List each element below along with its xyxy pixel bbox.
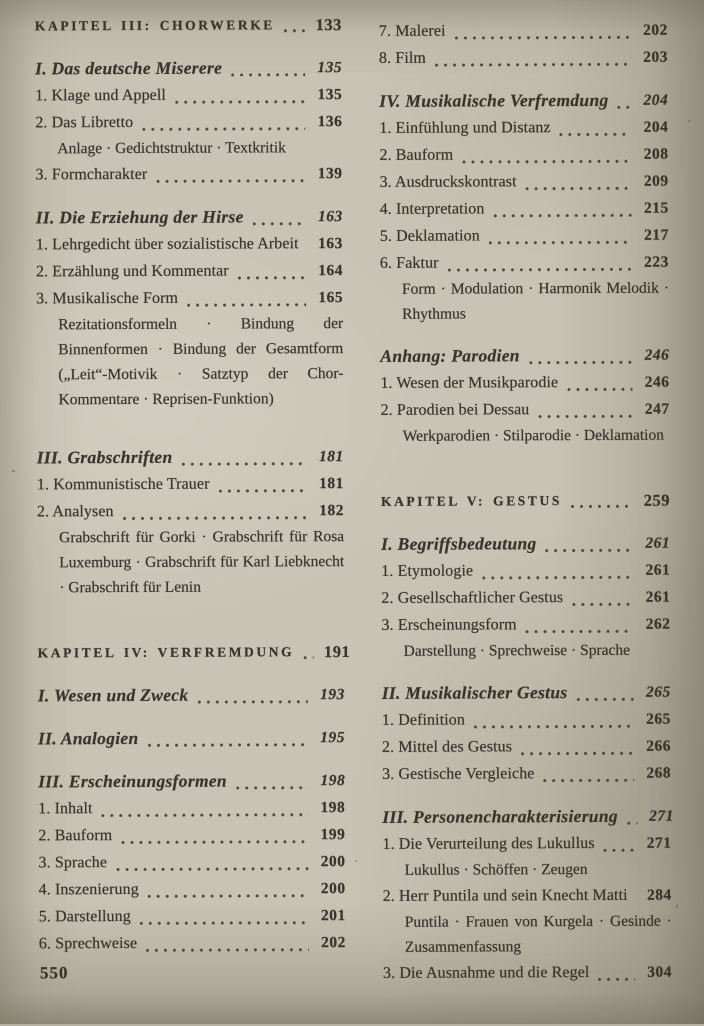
dot-leader [604,849,635,852]
toc-entry-label: 1. Definition [382,707,465,734]
toc-entry-label: 2. Erzählung und Kommentar [36,258,229,286]
toc-entry-label: I. Begriffsbedeutung [381,530,537,558]
dot-leader [521,752,634,755]
dot-leader [526,630,634,633]
dot-leader [482,576,633,580]
page-number: 550 [40,963,69,983]
toc-entry-label: KAPITEL IV: VERFREMDUNG [38,639,295,666]
dot-leader [142,127,305,131]
toc-item-row [380,249,669,277]
toc-entry-label: 3. Ausdruckskontrast [380,168,517,196]
dot-leader [140,921,309,925]
paper-speck [676,905,678,908]
dot-leader [187,303,306,307]
toc-entry-page-number: 203 [638,44,668,71]
toc-item-row [379,141,668,169]
dot-leader [489,241,632,245]
toc-entry-page-number: 209 [639,168,669,195]
toc-entry-label: 1. Wesen der Musikparodie [380,369,558,397]
dot-leader [148,894,309,898]
toc-item-row [381,557,670,585]
toc-item-row [382,830,671,858]
toc-entry-label: 2. Mittel des Gestus [382,733,512,761]
toc-entry-page-number: 223 [639,249,669,276]
dot-leader [253,222,306,225]
toc-entry-label: 2. Analysen [37,498,114,525]
toc-entry-page-number: 266 [641,733,671,760]
toc-item-row [35,160,342,188]
toc-entry-label: 6. Faktur [380,250,439,277]
toc-item-row [380,396,669,424]
toc-item-row [38,821,345,849]
dot-leader [544,779,635,782]
toc-entry-page-number: 261 [640,557,670,584]
toc-entry-page-number: 265 [641,679,671,706]
toc-entry-label: II. Analogien [38,725,139,752]
toc-entry-label: 1. Lehrgedicht über sozialistische Arbeit [36,230,299,258]
toc-entry-label: 2. Das Libretto [35,109,133,136]
toc-column-right [379,17,672,987]
toc-entry-page-number: 247 [639,396,669,423]
dot-leader [175,100,305,104]
dot-leader [123,516,307,520]
toc-entry-page-number: 181 [314,470,344,497]
toc-entry-label: II. Die Erziehung der Hirse [36,203,244,231]
toc-entry-label: III. Personencharakterisierung [382,803,618,831]
dot-leader [571,505,633,508]
toc-entry-page-number: 201 [316,902,346,929]
toc-sub-row: Grabschrift für Gorki · Grabschrift für Rosa Luxemburg · Grabschrift für Karl Liebknecht · Grabschrift für Lenin [37,524,344,600]
toc-section-row [35,54,342,82]
dot-leader [121,840,308,844]
dot-leader [284,29,305,32]
toc-entry-label: I. Das deutsche Miserere [35,55,222,83]
toc-entry-page-number: 136 [312,108,342,135]
toc-entry-page-number: 271 [644,803,674,830]
toc-entry-label: 1. Inhalt [38,795,92,822]
toc-entry-page-number: 265 [641,706,671,733]
toc-entry-page-number: 246 [639,369,669,396]
toc-entry-page-number: 217 [639,222,669,249]
toc-sub-row: Puntila · Frauen von Kurgela · Gesinde · Zusammenfassung [383,909,672,960]
toc-entry-label: 4. Interpretation [380,195,485,222]
toc-entry-page-number: 261 [640,584,670,611]
dot-leader [462,160,631,164]
paper-speck [12,470,15,472]
toc-item-row [379,114,668,142]
toc-sub-row: Form · Modulation · Harmonik Melodik · Rhythmus [380,276,669,327]
toc-entry-label: 3. Gestische Vergleiche [382,760,534,788]
toc-section-row [38,724,345,752]
toc-entry-page-number: 191 [320,639,350,665]
toc-item-row [35,108,342,136]
toc-item-row [382,706,671,734]
toc-entry-page-number: 135 [312,54,342,81]
toc-item-row [39,875,346,903]
toc-chapter-row [381,488,670,515]
toc-item-row [37,470,344,498]
toc-entry-label: 4. Inszenierung [39,876,139,903]
toc-entry-page-number: 199 [315,821,345,848]
toc-entry-label: 6. Sprechweise [39,930,137,957]
toc-item-row [383,882,672,910]
toc-item-row [37,497,344,525]
toc-entry-page-number: 139 [312,160,342,187]
toc-entry-page-number: 198 [315,767,345,794]
toc-entry-page-number: 165 [313,284,343,311]
toc-entry-label: 2. Bauform [38,822,112,849]
toc-entry-page-number: 193 [315,681,345,708]
toc-item-row [38,848,345,876]
dot-leader [102,813,309,817]
toc-entry-page-number: 200 [315,848,345,875]
toc-entry-label: 3. Erscheinungsform [381,611,516,639]
toc-entry-label: 2. Gesellschaftlicher Gestus [381,584,563,612]
toc-entry-page-number: 304 [642,959,672,986]
toc-column-left [35,12,346,957]
toc-entry-label: 8. Film [379,45,426,72]
toc-entry-label: 3. Musikalische Form [36,285,178,313]
dot-leader [618,106,632,109]
dot-leader [435,63,631,67]
toc-entry-page-number: 262 [640,611,670,638]
toc-entry-page-number: 202 [316,929,346,956]
toc-section-row [381,530,670,558]
toc-sub-row: Darstellung · Sprechweise · Sprache [382,638,671,664]
toc-item-row [381,584,670,612]
toc-entry-label: 3. Die Ausnahme und die Regel [383,959,590,987]
dot-leader [219,489,307,492]
toc-entry-label: 1. Etymologie [381,557,473,584]
toc-entry-label: 1. Kommunistische Trauer [37,471,210,499]
toc-item-row [36,230,343,258]
toc-entry-label: 7. Malerei [379,18,446,45]
dot-leader [576,698,633,701]
dot-leader [146,948,309,952]
toc-entry-label: I. Wesen und Zweck [38,682,189,710]
toc-entry-page-number: 182 [314,497,344,524]
toc-section-row [37,443,344,471]
dot-leader [448,268,632,272]
toc-entry-page-number: 181 [314,443,344,470]
toc-section-row [380,342,669,370]
toc-entry-label: 3. Sprache [38,849,107,876]
dot-leader [598,978,635,981]
dot-leader [181,462,306,466]
dot-leader [148,743,308,747]
toc-item-row [382,733,671,761]
toc-entry-page-number: 259 [640,488,670,514]
toc-item-row [382,760,671,788]
toc-entry-page-number: 284 [642,882,672,909]
toc-item-row [379,17,668,45]
toc-item-row [383,959,672,987]
paper-speck [355,860,357,862]
toc-section-row [38,767,345,795]
toc-entry-page-number: 133 [312,12,342,38]
toc-item-row [380,168,669,196]
toc-item-row [380,222,669,250]
toc-entry-page-number: 204 [638,114,668,141]
toc-entry-label: II. Musikalischer Gestus [382,679,568,707]
dot-leader [156,179,305,183]
toc-entry-label: 2. Bauform [379,142,453,169]
dot-leader [231,73,305,76]
paper-speck [688,120,690,122]
dot-leader [572,603,633,606]
toc-entry-label: 2. Herr Puntila und sein Knecht Matti [383,882,628,910]
toc-entry-label: 2. Parodien bei Dessau [380,396,529,424]
toc-entry-page-number: 268 [641,760,671,787]
toc-entry-page-number: 195 [315,724,345,751]
toc-chapter-row [35,12,342,39]
dot-leader [474,725,634,729]
toc-item-row [379,44,668,72]
toc-section-row [36,203,343,231]
toc-entry-label: KAPITEL III: CHORWERKE [35,12,275,39]
toc-entry-label: 1. Die Verurteilung des Lukullus [382,830,594,858]
toc-entry-page-number: 204 [638,87,668,114]
toc-entry-page-number: 271 [641,830,671,857]
toc-section-row [382,679,671,707]
toc-sub-row: Werkparodien · Stilparodie · Deklamation [381,423,670,449]
dot-leader [303,656,313,659]
toc-entry-page-number: 200 [316,875,346,902]
dot-leader [560,133,632,136]
dot-leader [455,36,631,40]
toc-section-row [382,803,671,831]
dot-leader [567,388,632,391]
dot-leader [526,187,632,190]
toc-entry-page-number: 164 [313,257,343,284]
toc-item-row [381,611,670,639]
toc-entry-page-number: 198 [315,794,345,821]
toc-item-row [36,284,343,312]
toc-sub-row: Lukullus · Schöffen · Zeugen [383,857,672,883]
toc-entry-label: 5. Darstellung [39,903,131,930]
dot-leader [627,822,637,825]
toc-section-row [379,87,668,115]
toc-entry-page-number: 208 [638,141,668,168]
toc-entry-label: KAPITEL V: GESTUS [381,488,562,515]
toc-entry-label: 5. Deklamation [380,222,480,249]
dot-leader [546,549,634,552]
dot-leader [197,700,307,703]
toc-sub-row: Rezitationsformeln · Bindung der Binnenformen · Bindung der Gesamtform („Leit“-Motivik · Satztyp der Chor-Kommentare · Reprisen-Funktion) [36,311,343,412]
toc-entry-label: III. Erscheinungsformen [38,768,227,796]
toc-item-row [39,902,346,930]
toc-item-row [36,257,343,285]
toc-entry-page-number: 202 [638,17,668,44]
toc-entry-page-number: 215 [639,195,669,222]
toc-section-row [38,681,345,709]
dot-leader [116,867,308,871]
toc-entry-label: 3. Formcharakter [35,161,147,188]
dot-leader [529,361,633,364]
toc-entry-label: 1. Klage und Appell [35,82,166,110]
toc-entry-label: Anhang: Parodien [380,342,520,370]
toc-entry-label: III. Grabschriften [37,444,173,472]
dot-leader [238,276,306,279]
toc-entry-label: 1. Einfühlung und Distanz [379,114,550,142]
dot-leader [236,786,308,789]
toc-entry-page-number: 163 [313,230,343,257]
dot-leader [538,415,632,418]
toc-entry-page-number: 261 [640,530,670,557]
toc-chapter-row [38,639,345,666]
toc-item-row [380,369,669,397]
toc-item-row [380,195,669,223]
toc-sub-row: Anlage · Gedichtstruktur · Textkritik [35,135,342,161]
toc-item-row [35,81,342,109]
toc-item-row [38,794,345,822]
toc-entry-label: IV. Musikalische Verfremdung [379,87,608,115]
toc-entry-page-number: 246 [639,342,669,369]
toc-entry-page-number: 163 [313,203,343,230]
toc-item-row [39,929,346,957]
toc-entry-page-number: 135 [312,81,342,108]
dot-leader [493,214,631,218]
